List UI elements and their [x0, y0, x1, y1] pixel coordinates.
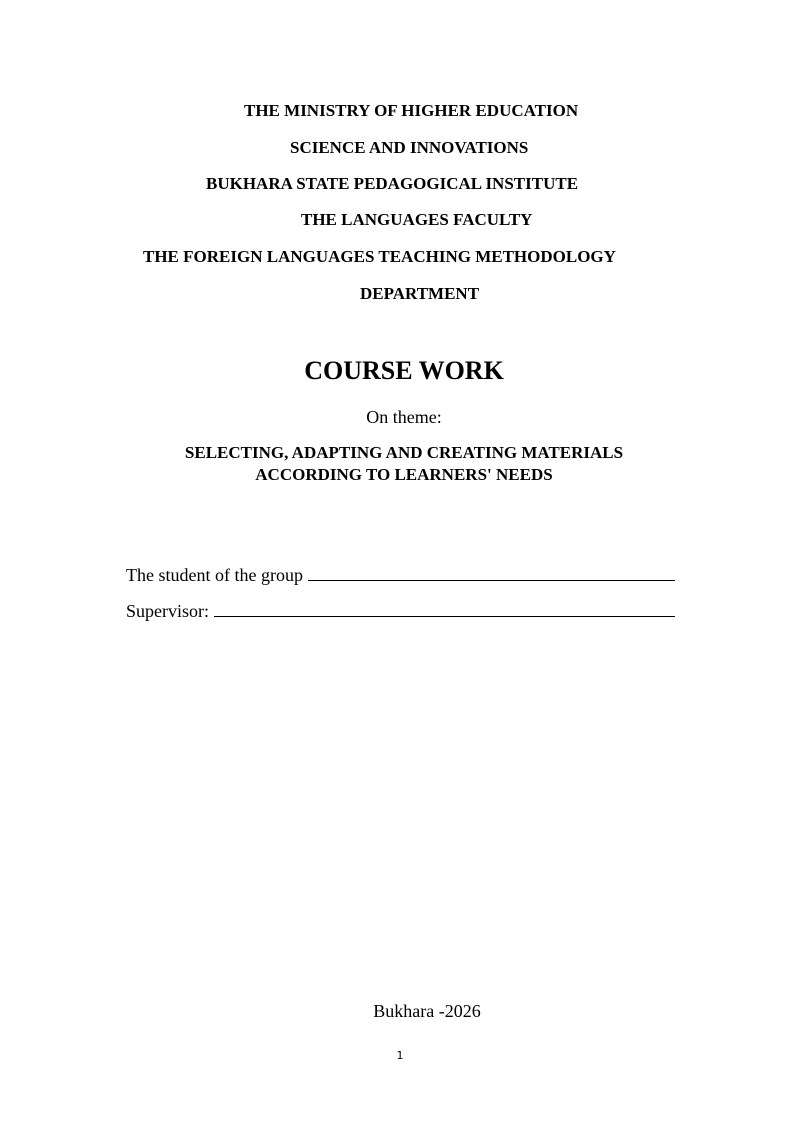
page-number: 1: [396, 1049, 404, 1062]
student-blank-line: [308, 564, 675, 581]
header-faculty: THE LANGUAGES FACULTY: [301, 210, 533, 229]
supervisor-label: Supervisor:: [126, 601, 209, 621]
header-ministry: THE MINISTRY OF HIGHER EDUCATION: [244, 101, 579, 120]
supervisor-field: [126, 600, 675, 622]
theme-label: On theme:: [366, 407, 442, 427]
theme-title-line2: ACCORDING TO LEARNERS' NEEDS: [255, 465, 553, 484]
header-department-line1: THE FOREIGN LANGUAGES TEACHING METHODOLOGY: [143, 247, 616, 266]
header-science: SCIENCE AND INNOVATIONS: [290, 138, 529, 157]
student-label: The student of the group: [126, 565, 303, 585]
document-title: COURSE WORK: [304, 356, 504, 385]
header-institute: BUKHARA STATE PEDAGOGICAL INSTITUTE: [206, 174, 579, 193]
theme-title-line1: SELECTING, ADAPTING AND CREATING MATERIALS: [184, 443, 624, 462]
supervisor-blank-line: [214, 600, 675, 617]
city-year: Bukhara -2026: [373, 1001, 481, 1021]
student-field: [126, 564, 675, 586]
header-department-line2: DEPARTMENT: [360, 284, 480, 303]
theme-title: [0, 442, 800, 486]
